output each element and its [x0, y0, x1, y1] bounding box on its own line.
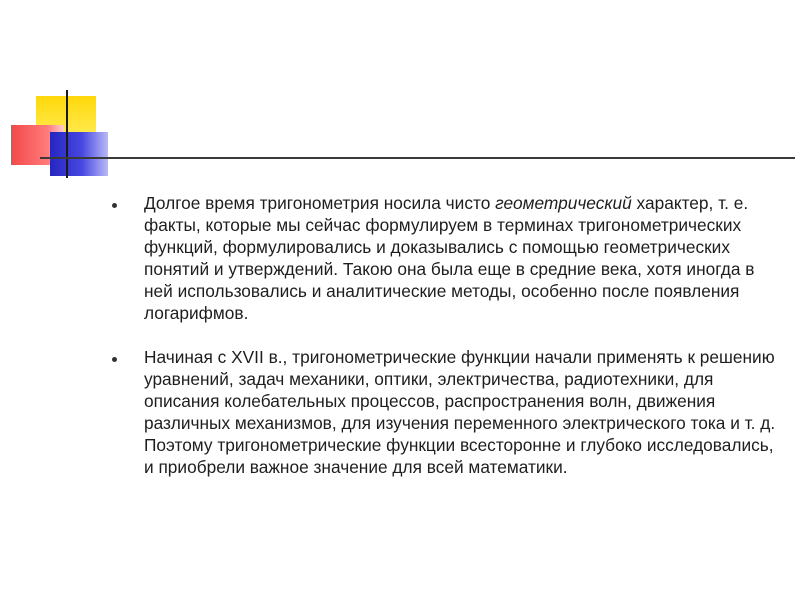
bullet-item — [112, 346, 777, 478]
vertical-rule — [66, 90, 68, 178]
slide-body — [112, 192, 777, 500]
blue-square-decoration — [50, 132, 108, 176]
bullet-text: Начиная с XVII в., тригонометрические функции начали применять к решению уравнений, задач механики, оптики, электричества, радиотехники, для описания колебательных процессов, распространения волн, движения различных механизмов, для изучения переменного электрического тока и т. д. Поэтому тригонометрические функции всесторонне и глубоко исследовались, и приобрели важное значение для всей математики. — [144, 347, 776, 477]
bullet-item — [112, 192, 777, 324]
bullet-dot-icon — [112, 203, 117, 208]
bullet-emphasis: геометрический — [495, 193, 632, 213]
bullet-text-part: Долгое время тригонометрия носила чисто — [144, 193, 496, 213]
bullet-dot-icon — [112, 357, 117, 362]
bullet-text — [144, 192, 777, 324]
bullet-text-part: характер, т. е. факты, которые мы сейчас формулируем в терминах тригонометрических функций, формулировались и доказывались с помощью геометрических понятий и утверждений. Такою она была еще в средние века, хотя иногда в ней использовались и аналитические методы, особенно после появления логарифмов. — [144, 193, 755, 323]
horizontal-rule — [40, 157, 795, 159]
